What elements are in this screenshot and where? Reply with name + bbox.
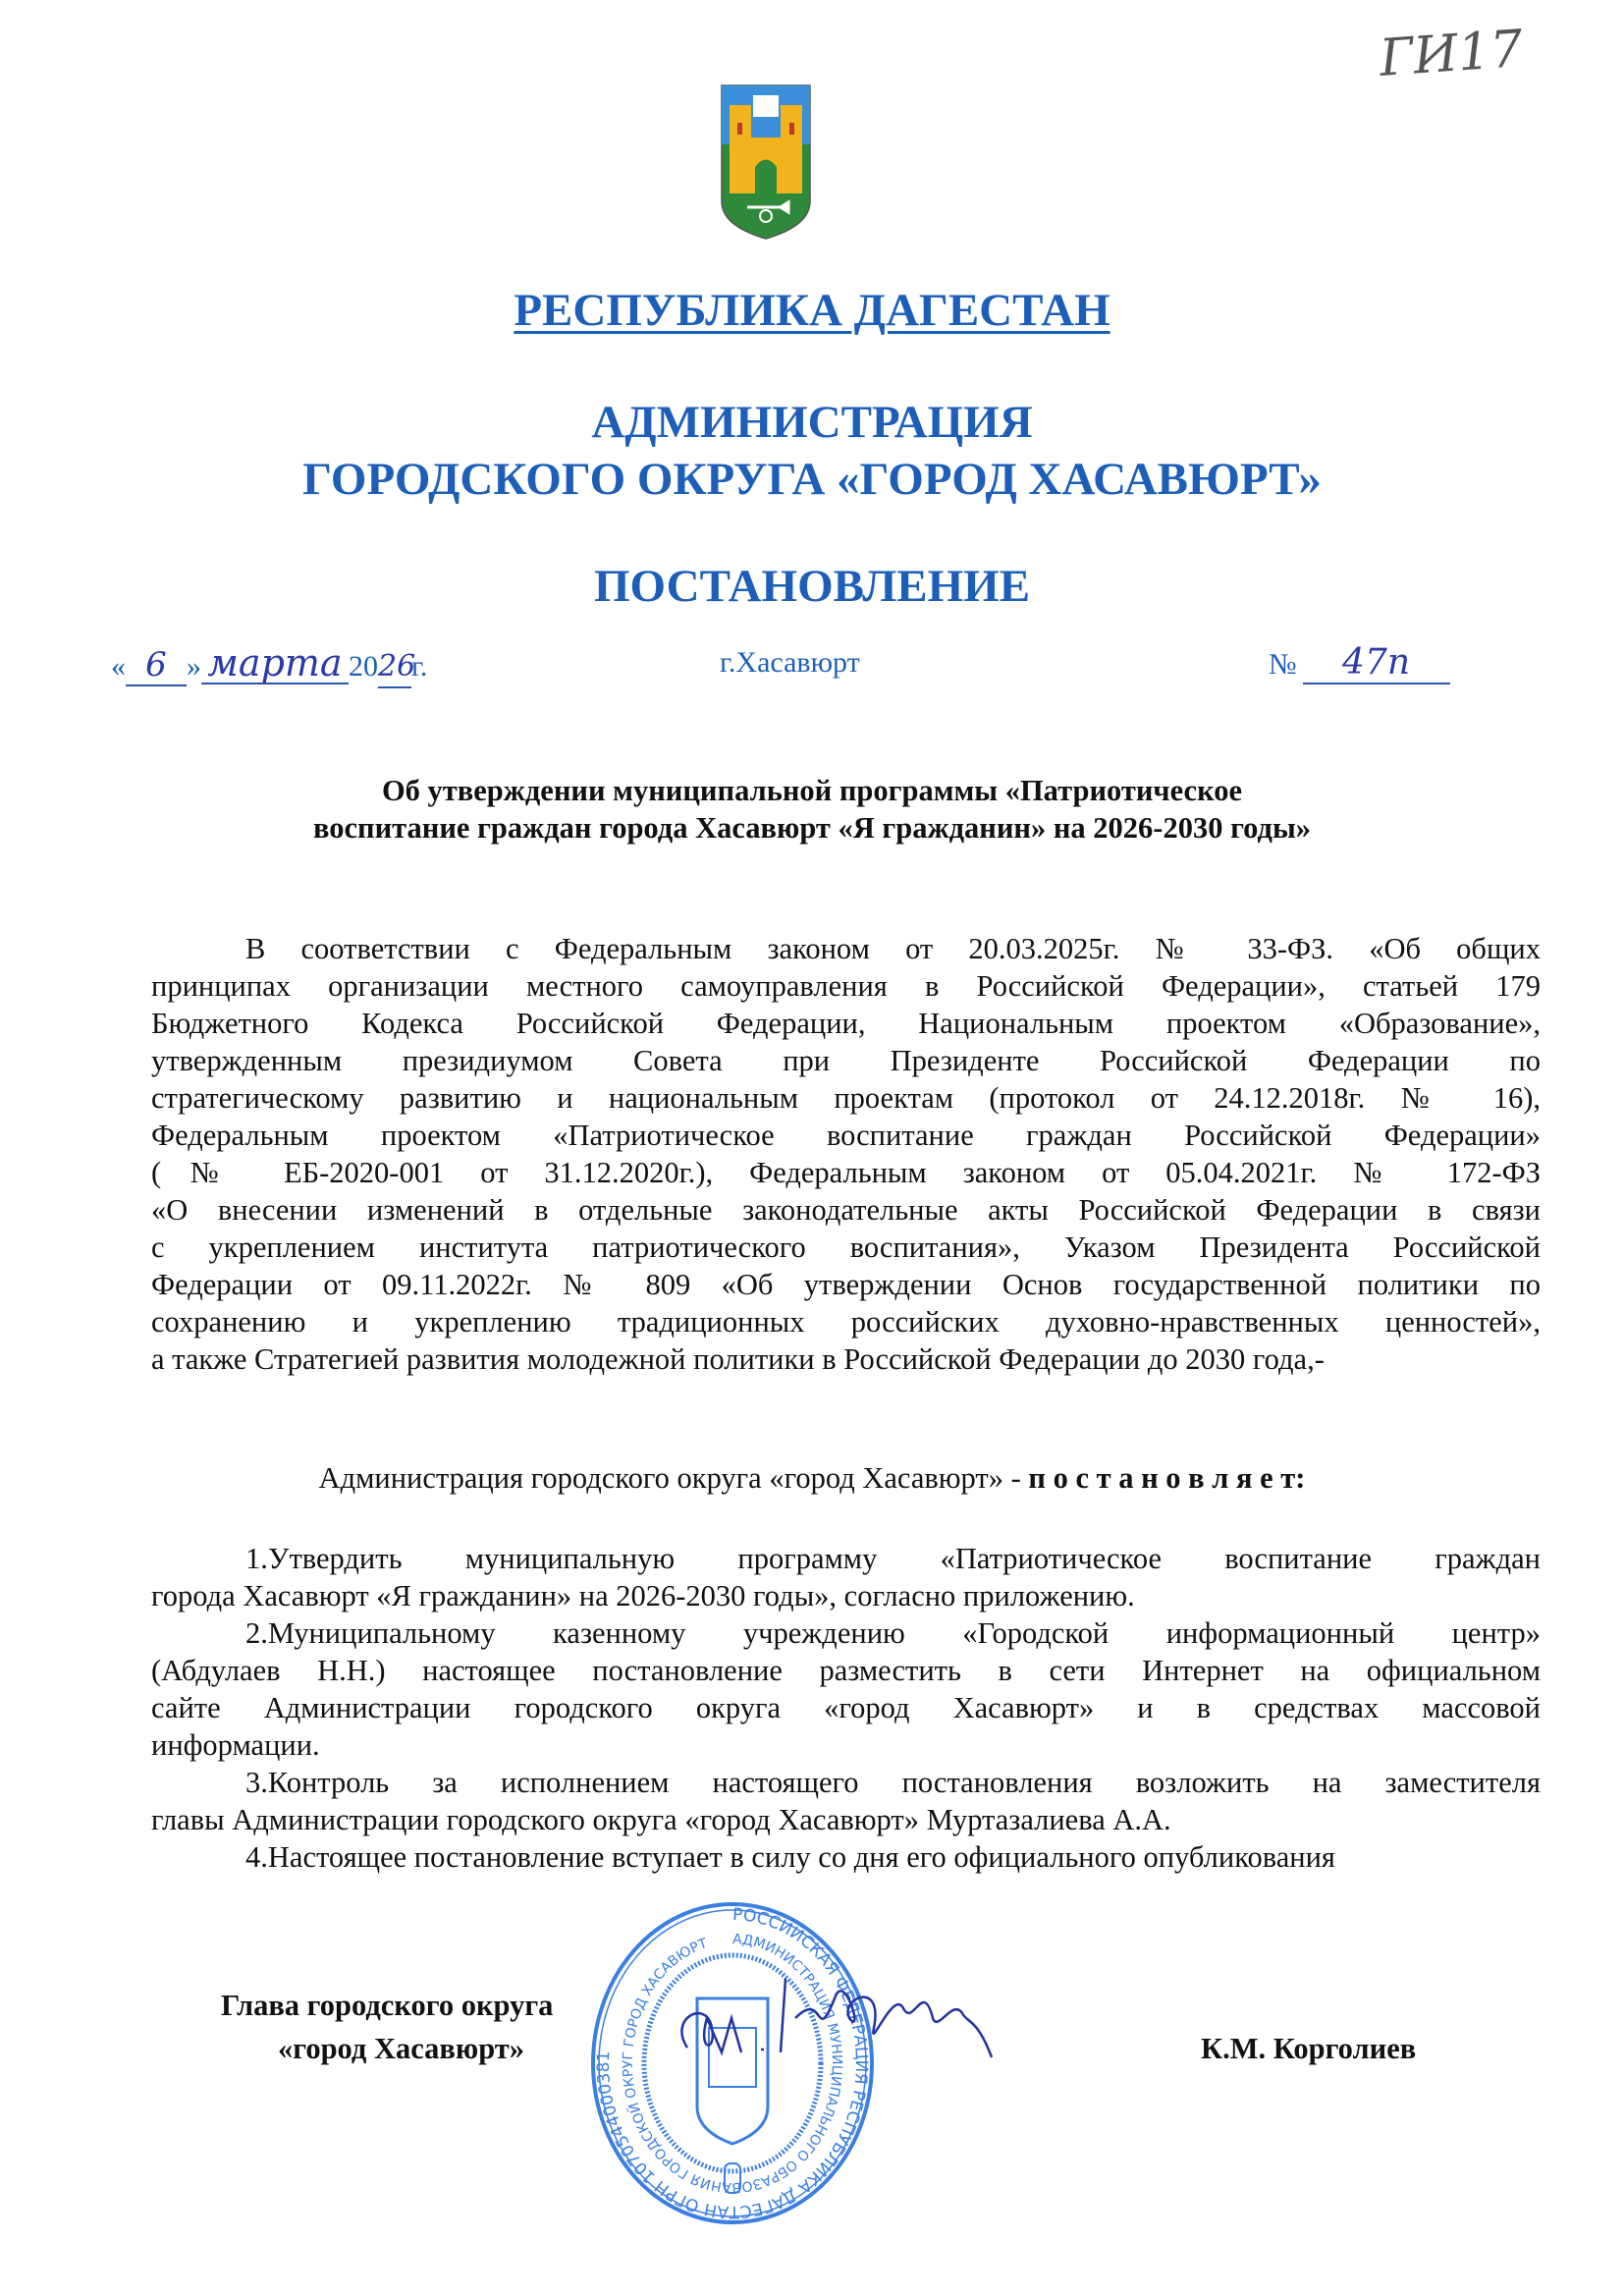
resolves-line <box>0 1459 1624 1497</box>
document-number <box>1269 643 1450 684</box>
preamble-line: Бюджетного Кодекса Российской Федерации, Национальным проектом «Образование», <box>151 1007 1541 1040</box>
preamble-line: Федерации от 09.11.2022г. № 809 «Об утверждении Основ государственной политики по <box>151 1268 1541 1301</box>
preamble-line: с укреплением института патриотического воспитания», Указом Президента Российской <box>151 1230 1541 1264</box>
preamble-paragraph <box>151 930 1541 1378</box>
number-value: 47п <box>1303 643 1450 684</box>
list-item <box>151 1838 1541 1876</box>
preamble-line: стратегическому развитию и национальным проектам (протокол от 24.12.2018г. № 16), <box>151 1081 1541 1115</box>
admin-heading-line2: ГОРОДСКОГО ОКРУГА «ГОРОД ХАСАВЮРТ» <box>302 454 1322 505</box>
items-list <box>151 1540 1541 1876</box>
list-item <box>151 1614 1541 1764</box>
list-item-line: 2.Муниципальному казенному учреждению «Городской информационный центр» <box>245 1616 1541 1650</box>
coat-of-arms-logo <box>720 83 812 241</box>
list-item-line: сайте Администрации городского округа «город Хасавюрт» и в средствах массовой <box>151 1691 1541 1724</box>
list-item-line: информации. <box>151 1728 320 1762</box>
date-year-suffix: 26 <box>378 647 411 688</box>
date-open-quote: « <box>111 650 126 683</box>
signatory-position <box>221 1984 553 2070</box>
list-item <box>151 1764 1541 1838</box>
admin-heading-line1: АДМИНИСТРАЦИЯ <box>591 397 1033 448</box>
list-item-line: города Хасавюрт «Я гражданин» на 2026-2030 годы», согласно приложению. <box>151 1579 1135 1613</box>
signatory-name: К.М. Корголиев <box>1201 2032 1417 2065</box>
preamble-line: В соответствии с Федеральным законом от 20.03.2025г. № 33-ФЗ. «Об общих <box>245 932 1541 965</box>
preamble-line: утвержденным президиумом Совета при Президенте Российской Федерации по <box>151 1044 1541 1077</box>
preamble-line: принципах организации местного самоуправления в Российской Федерации», статьей 179 <box>151 969 1541 1003</box>
document-title <box>0 772 1624 847</box>
list-item <box>151 1540 1541 1614</box>
date-day: 6 <box>126 645 187 686</box>
svg-text:АДМИНИСТРАЦИЯ МУНИЦИПАЛЬНОГО О: АДМИНИСТРАЦИЯ МУНИЦИПАЛЬНОГО ОБРАЗОВАНИЯ ГОРОДСКОЙ ОКРУГ ГОРОД ХАСАВЮРТ <box>620 1931 845 2196</box>
preamble-line: а также Стратегией развития молодежной политики в Российской Федерации до 2030 года,- <box>151 1342 1325 1376</box>
date-year-unit: г. <box>411 650 428 683</box>
svg-text:РОССИЙСКАЯ ФЕДЕРАЦИЯ РЕСПУБЛИК: РОССИЙСКАЯ ФЕДЕРАЦИЯ РЕСПУБЛИКА ДАГЕСТАН ОГРН 1070544000381 <box>593 1904 872 2222</box>
resolves-verb: п о с т а н о в л я е т: <box>1028 1461 1306 1495</box>
resolves-subject: Администрация городского округа «город Хасавюрт» - <box>318 1461 1029 1495</box>
preamble-line: «О внесении изменений в отдельные законодательные акты Российской Федерации в связи <box>151 1193 1541 1227</box>
date-close-quote: » <box>187 650 201 683</box>
title-line2: воспитание граждан города Хасавюрт «Я гражданин» на 2026-2030 годы» <box>312 811 1312 845</box>
date-year-prefix: 20 <box>349 650 378 683</box>
preamble-line: сохранению и укреплению традиционных российских духовно-нравственных ценностей», <box>151 1305 1541 1339</box>
position-line1: Глава городского округа <box>221 1989 554 2022</box>
title-line1: Об утверждении муниципальной программы «Патриотическое <box>381 774 1243 807</box>
date-month: марта <box>201 643 349 684</box>
list-item-line: главы Администрации городского округа «город Хасавюрт» Муртазалиева А.А. <box>151 1803 1171 1836</box>
handwritten-signature <box>668 1959 1031 2067</box>
document-type-heading: ПОСТАНОВЛЕНИЕ <box>593 561 1031 612</box>
city-label: г.Хасавюрт <box>720 646 860 679</box>
republic-heading <box>0 283 1624 338</box>
preamble-line: (№ ЕБ-2020-001 от 31.12.2020г.), Федеральным законом от 05.04.2021г. № 172-ФЗ <box>151 1156 1541 1189</box>
list-item-line: 4.Настоящее постановление вступает в силу со дня его официального опубликования <box>245 1840 1335 1874</box>
republic-heading-text: РЕСПУБЛИКА ДАГЕСТАН <box>514 285 1110 336</box>
position-line2: «город Хасавюрт» <box>278 2032 524 2065</box>
date-line <box>111 643 427 688</box>
handwritten-mark: ГИ17 <box>1378 19 1525 89</box>
preamble-line: Федеральным проектом «Патриотическое воспитание граждан Российской Федерации» <box>151 1119 1541 1152</box>
list-item-line: 3.Контроль за исполнением настоящего постановления возложить на заместителя <box>245 1766 1541 1799</box>
list-item-line: 1.Утвердить муниципальную программу «Патриотическое воспитание граждан <box>245 1542 1541 1575</box>
number-sign: № <box>1269 648 1297 681</box>
list-item-line: (Абдулаев Н.Н.) настоящее постановление разместить в сети Интернет на официальном <box>151 1654 1541 1687</box>
